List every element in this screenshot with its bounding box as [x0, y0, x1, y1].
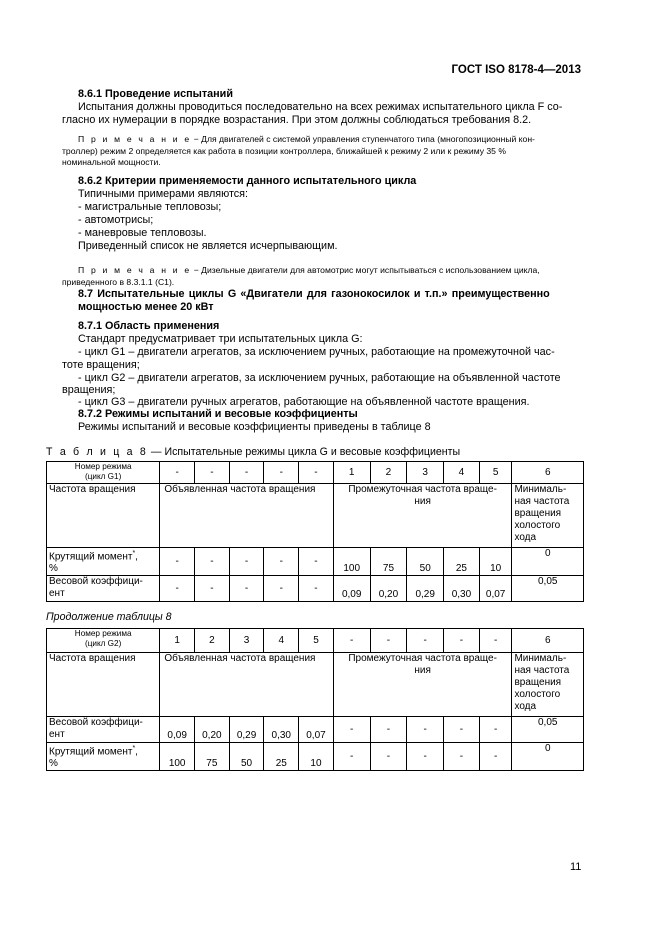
table-cell: 0,20 [370, 576, 407, 602]
table-cell: 100 [160, 743, 195, 771]
table-cell: - [479, 743, 512, 771]
section-8-6-1-heading: 8.6.1 Проведение испытаний [78, 88, 233, 100]
list-item: - автомотрисы; [78, 214, 154, 226]
cell-text: ент [49, 588, 65, 600]
paragraph-line: гласно их нумерации в порядке возрастания. При этом должны соблюдаться требования 8.2. [62, 114, 532, 126]
table-cell: 4 [264, 629, 299, 653]
table-cell: - [333, 629, 370, 653]
section-8-7-2-heading: 8.7.2 Режимы испытаний и весовые коэффициенты [78, 408, 358, 420]
mode-header-cell [47, 462, 160, 484]
note-text: − Дизельные двигатели для автомотрис могут испытываться с использованием цикла, [191, 265, 540, 275]
table-cell: 1 [333, 462, 370, 484]
table-cell: 0,29 [229, 717, 264, 743]
table-cell: 25 [444, 548, 480, 576]
table-cell: - [333, 717, 370, 743]
cell-text: % [49, 758, 58, 770]
cell-text: Крутящий момент [49, 551, 133, 563]
section-8-7-1-heading: 8.7.1 Область применения [78, 320, 220, 332]
cell-text: Промежуточная частота враще- [348, 484, 497, 495]
note-line [78, 265, 540, 276]
table-cell: 0,05 [512, 717, 584, 743]
intermediate-speed-cell [333, 653, 512, 717]
table-row [47, 653, 584, 717]
table-cell: 50 [229, 743, 264, 771]
list-item: - цикл G1 – двигатели агрегатов, за исключением ручных, работающие на промежуточной час- [78, 346, 555, 358]
cell-text: Номер режима [74, 462, 132, 471]
cell-text: , [135, 746, 138, 758]
table-cell: 0,05 [512, 576, 584, 602]
table-row [47, 484, 584, 548]
table-cell: - [195, 462, 230, 484]
document-header: ГОСТ ISO 8178-4—2013 [451, 64, 581, 76]
table-row [47, 548, 584, 576]
table-cell: 0 [512, 743, 584, 771]
intermediate-speed-cell [333, 484, 512, 548]
row-label [47, 576, 160, 602]
cell-text: хода [514, 701, 537, 712]
table-caption-label: Т а б л и ц а 8 [46, 446, 148, 458]
table-cell: - [444, 743, 480, 771]
table-cell: 0,30 [264, 717, 299, 743]
table-cell: - [195, 576, 230, 602]
table-8-cycle-g1 [46, 461, 584, 602]
table-cell: - [407, 629, 444, 653]
note-label: П р и м е ч а н и е [78, 265, 192, 275]
section-8-7-heading: 8.7 Испытательные циклы G «Двигатели для газонокосилок и т.п.» преимущественно [78, 288, 550, 300]
table-cell: - [229, 462, 264, 484]
table-cell: 2 [370, 462, 407, 484]
cell-text: ная частота [514, 496, 570, 507]
table-cell: - [264, 548, 299, 576]
paragraph-line: Испытания должны проводиться последовательно на всех режимах испытательного цикла F со- [78, 101, 563, 113]
table-cell: - [229, 576, 264, 602]
table-cell: - [370, 717, 407, 743]
table-cell: - [370, 629, 407, 653]
table-cell: - [264, 576, 299, 602]
table-cell: 0,29 [407, 576, 444, 602]
cell-text: вращения [514, 677, 562, 688]
cell-text: ная частота [514, 665, 570, 676]
paragraph-line: Режимы испытаний и весовые коэффициенты приведены в таблице 8 [78, 421, 431, 433]
table-cell: 0,09 [333, 576, 370, 602]
table-cell: 25 [264, 743, 299, 771]
table-row [47, 629, 584, 653]
table-cell: 3 [407, 462, 444, 484]
footnote-mark: * [132, 550, 136, 557]
cell-text: холостого [514, 520, 561, 531]
table-row [47, 743, 584, 771]
cell-text: (цикл G2) [84, 639, 122, 648]
note-line [78, 134, 535, 145]
table-cell: 50 [407, 548, 444, 576]
table-cell: 6 [512, 462, 584, 484]
declared-speed-cell: Объявленная частота вращения [160, 484, 334, 548]
table-cell: - [299, 576, 334, 602]
table-continuation-caption: Продолжение таблицы 8 [46, 611, 172, 623]
table-cell: 10 [299, 743, 334, 771]
table-cell: - [479, 717, 512, 743]
table-cell: - [160, 462, 195, 484]
paragraph-line: Типичными примерами являются: [78, 188, 249, 200]
page-number: 11 [570, 861, 582, 873]
table-caption-text: — Испытательные режимы цикла G и весовые коэффициенты [147, 446, 461, 458]
table-cell: 75 [370, 548, 407, 576]
table-row [47, 576, 584, 602]
table-cell: 100 [333, 548, 370, 576]
cell-text: , [135, 551, 138, 563]
note-line: приведенного в 8.3.1.1 (C1). [62, 277, 175, 287]
cell-text: ния [414, 665, 431, 676]
table-cell: - [407, 743, 444, 771]
table-cell: - [160, 576, 195, 602]
list-item: - цикл G3 – двигатели ручных агрегатов, работающие на объявленной частоте вращения. [78, 396, 530, 408]
row-label [47, 717, 160, 743]
table-cell: 0,07 [479, 576, 512, 602]
table-cell: 5 [299, 629, 334, 653]
cell-text: холостого [514, 689, 561, 700]
table-cell: - [299, 548, 334, 576]
cell-text: вращения [514, 508, 562, 519]
table-cell: 2 [195, 629, 230, 653]
cell-text: Весовой коэффици- [49, 717, 143, 728]
row-label [47, 743, 160, 771]
table-cell: - [229, 548, 264, 576]
table-cell: 75 [195, 743, 230, 771]
table-cell: - [479, 629, 512, 653]
cell-text: Минималь- [514, 653, 567, 664]
note-line: номинальной мощности. [62, 157, 161, 167]
table-row [47, 462, 584, 484]
mode-header-cell [47, 629, 160, 653]
table-cell: - [333, 743, 370, 771]
table-cell: - [370, 743, 407, 771]
table-row [47, 717, 584, 743]
table-cell: - [195, 548, 230, 576]
idle-speed-cell [512, 484, 584, 548]
note-text: − Для двигателей с системой управления ступенчатого типа (многопозиционный кон- [191, 134, 535, 144]
table-cell: - [264, 462, 299, 484]
note-line: троллер) режим 2 определяется как работа в позиции контроллера, ближайшей к режиму 2 или к режиму 35 % [62, 146, 506, 156]
list-item: - магистральные тепловозы; [78, 201, 222, 213]
table-cell: 4 [444, 462, 480, 484]
table-cell: 0,20 [195, 717, 230, 743]
table-8-cycle-g2 [46, 628, 584, 771]
cell-text: Крутящий момент [49, 746, 133, 758]
cell-text: Промежуточная частота враще- [348, 653, 497, 664]
cell-text: (цикл G1) [84, 472, 122, 481]
table-cell: - [444, 629, 480, 653]
table-cell: 0,07 [299, 717, 334, 743]
cell-text: ния [414, 496, 431, 507]
paragraph-line: Приведенный список не является исчерпывающим. [78, 240, 338, 252]
list-item-cont: тоте вращения; [62, 359, 140, 371]
list-item-cont: вращения; [62, 384, 116, 396]
table-cell: - [160, 548, 195, 576]
table-cell: - [299, 462, 334, 484]
row-label: Частота вращения [47, 484, 160, 548]
row-label [47, 548, 160, 576]
section-8-7-heading-cont: мощностью менее 20 кВт [78, 301, 214, 313]
cell-text: хода [514, 532, 537, 543]
paragraph-line: Стандарт предусматривает три испытательных цикла G: [78, 333, 363, 345]
cell-text: Номер режима [74, 629, 132, 638]
declared-speed-cell: Объявленная частота вращения [160, 653, 334, 717]
list-item: - цикл G2 – двигатели агрегатов, за исключением ручных, работающие на объявленной частоте [78, 372, 561, 384]
table-cell: 0 [512, 548, 584, 576]
table-cell: 6 [512, 629, 584, 653]
table-cell: 3 [229, 629, 264, 653]
row-label: Частота вращения [47, 653, 160, 717]
cell-text: Весовой коэффици- [49, 576, 143, 588]
note-label: П р и м е ч а н и е [78, 134, 192, 144]
table-cell: - [407, 717, 444, 743]
idle-speed-cell [512, 653, 584, 717]
cell-text: ент [49, 729, 65, 740]
table-cell: 0,09 [160, 717, 195, 743]
footnote-mark: * [132, 745, 136, 752]
table-caption [46, 446, 460, 458]
cell-text: Минималь- [514, 484, 567, 495]
table-cell: 5 [479, 462, 512, 484]
table-cell: - [444, 717, 480, 743]
cell-text: % [49, 563, 58, 575]
table-cell: 10 [479, 548, 512, 576]
list-item: - маневровые тепловозы. [78, 227, 207, 239]
table-cell: 0,30 [444, 576, 480, 602]
section-8-6-2-heading: 8.6.2 Критерии применяемости данного испытательного цикла [78, 175, 417, 187]
table-cell: 1 [160, 629, 195, 653]
